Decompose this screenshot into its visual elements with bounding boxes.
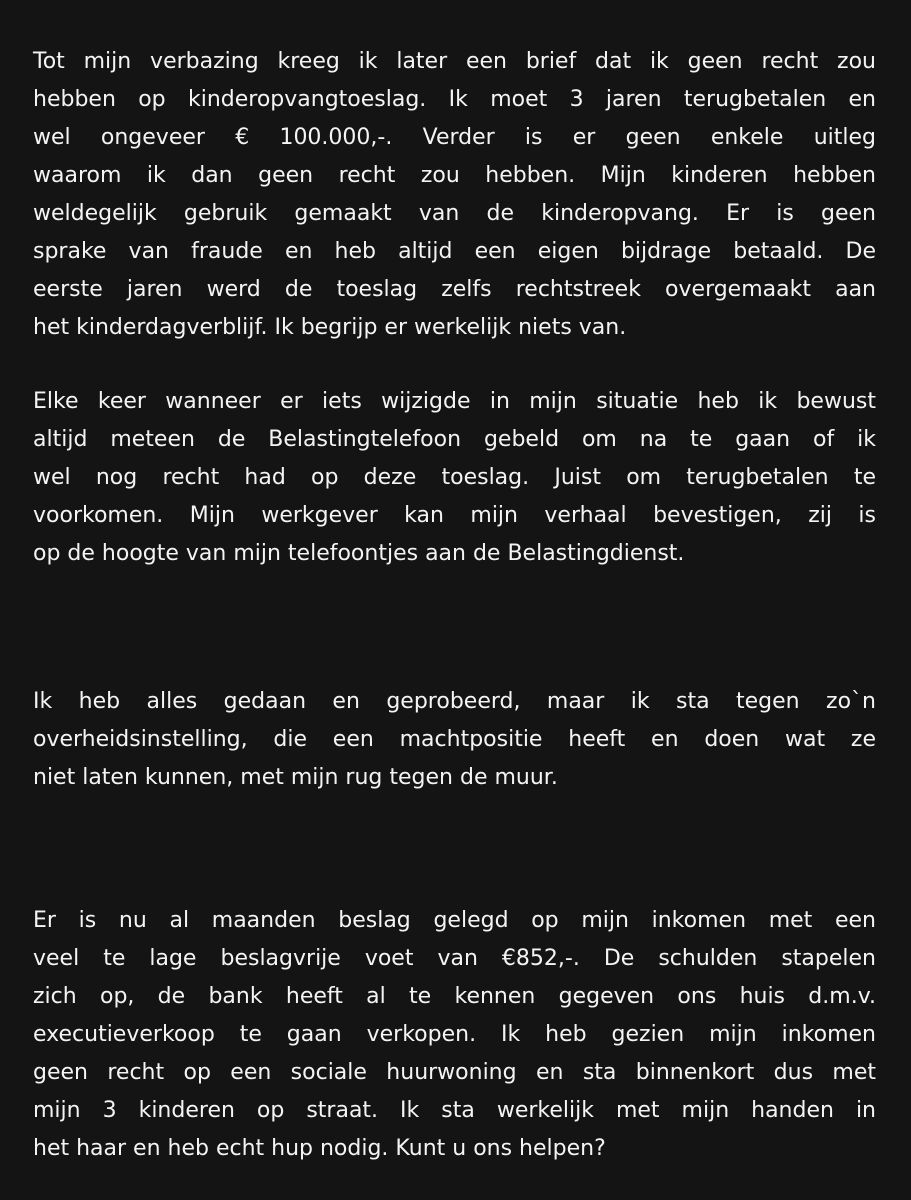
paragraph-line: overheidsinstelling, die een machtpositie heeft en doen wat ze [33, 727, 876, 752]
paragraph-line: het haar en heb echt hup nodig. Kunt u ons helpen? [33, 1136, 606, 1161]
paragraph-letter-notice [33, 43, 876, 347]
paragraph-line: het kinderdagverblijf. Ik begrijp er werkelijk niets van. [33, 315, 627, 340]
paragraph-line: wel ongeveer € 100.000,-. Verder is er geen enkele uitleg [33, 125, 876, 150]
paragraph-tried-everything [33, 683, 876, 797]
paragraph-line: weldegelijk gebruik gemaakt van de kinderopvang. Er is geen [33, 201, 876, 226]
paragraph-line: op de hoogte van mijn telefoontjes aan de Belastingdienst. [33, 541, 685, 566]
paragraph-line: executieverkoop te gaan verkopen. Ik heb gezien mijn inkomen [33, 1022, 876, 1047]
paragraph-line: Tot mijn verbazing kreeg ik later een brief dat ik geen recht zou [33, 49, 876, 74]
paragraph-line: hebben op kinderopvangtoeslag. Ik moet 3 jaren terugbetalen en [33, 87, 876, 112]
paragraph-line: sprake van fraude en heb altijd een eigen bijdrage betaald. De [33, 239, 876, 264]
paragraph-line: geen recht op een sociale huurwoning en sta binnenkort dus met [33, 1060, 876, 1085]
paragraph-line: voorkomen. Mijn werkgever kan mijn verhaal bevestigen, zij is [33, 503, 876, 528]
paragraph-line: waarom ik dan geen recht zou hebben. Mijn kinderen hebben [33, 163, 876, 188]
paragraph-line: niet laten kunnen, met mijn rug tegen de muur. [33, 765, 558, 790]
paragraph-phone-calls [33, 383, 876, 573]
paragraph-line: eerste jaren werd de toeslag zelfs rechtstreek overgemaakt aan [33, 277, 876, 302]
paragraph-line: altijd meteen de Belastingtelefoon gebeld om na te gaan of ik [33, 427, 876, 452]
paragraph-line: wel nog recht had op deze toeslag. Juist om terugbetalen te [33, 465, 876, 490]
paragraph-line: veel te lage beslagvrije voet van €852,-. De schulden stapelen [33, 946, 876, 971]
paragraph-line: zich op, de bank heeft al te kennen gegeven ons huis d.m.v. [33, 984, 876, 1009]
paragraph-line: Elke keer wanneer er iets wijzigde in mijn situatie heb ik bewust [33, 389, 876, 414]
paragraph-line: Ik heb alles gedaan en geprobeerd, maar ik sta tegen zo`n [33, 689, 876, 714]
paragraph-seizure-debts [33, 902, 876, 1168]
paragraph-line: mijn 3 kinderen op straat. Ik sta werkelijk met mijn handen in [33, 1098, 876, 1123]
paragraph-line: Er is nu al maanden beslag gelegd op mijn inkomen met een [33, 908, 876, 933]
